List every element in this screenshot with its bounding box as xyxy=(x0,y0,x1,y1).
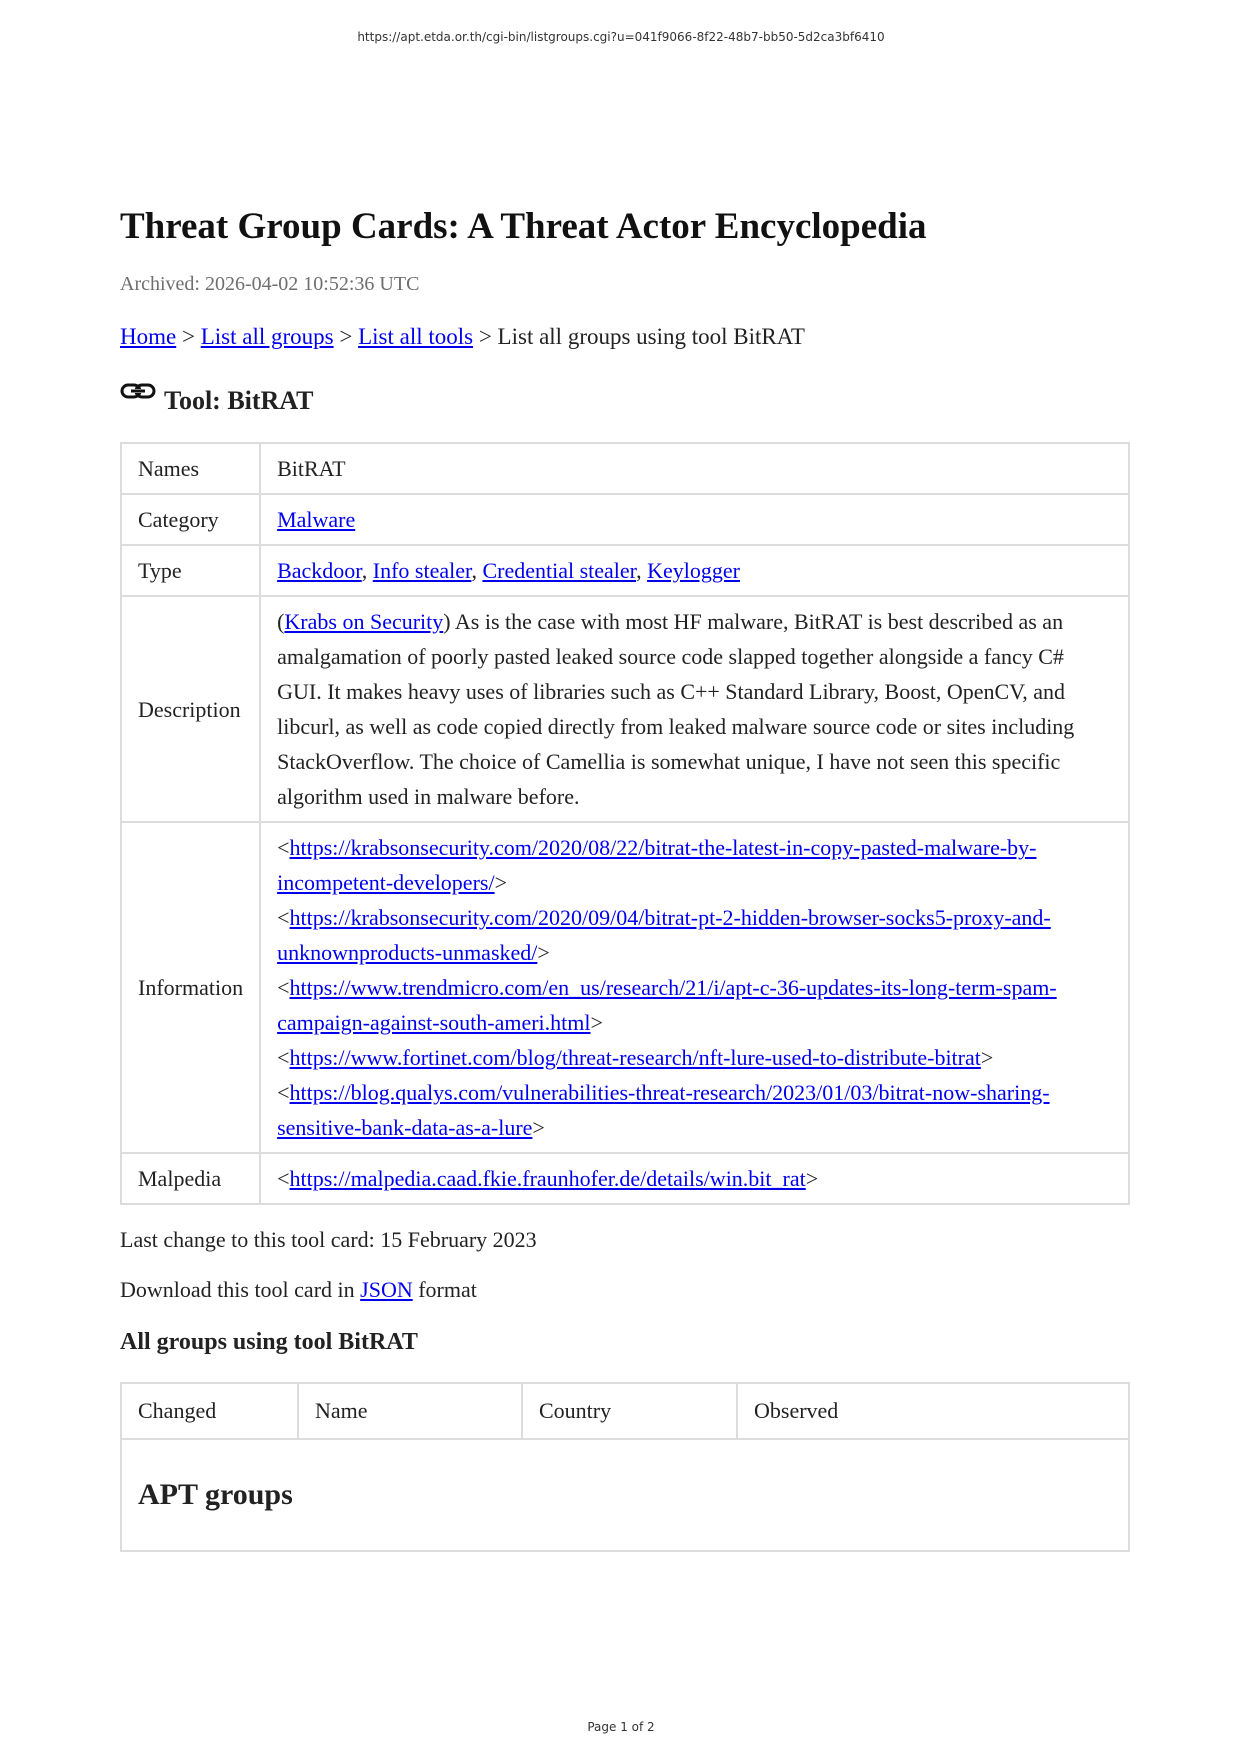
information-link-2[interactable]: https://krabsonsecurity.com/2020/09/04/bitrat-pt-2-hidden-browser-socks5-proxy-and-unknownproducts-unmasked/ xyxy=(277,905,1051,966)
table-row-information xyxy=(121,822,1129,1153)
angle-open: < xyxy=(277,1166,290,1192)
malpedia-link[interactable]: https://malpedia.caad.fkie.fraunhofer.de/details/win.bit_rat xyxy=(289,1166,806,1192)
angle-close: > xyxy=(532,1115,545,1141)
row-label-type: Type xyxy=(121,545,260,596)
angle-open: < xyxy=(277,1080,290,1106)
tool-heading xyxy=(120,386,1130,416)
apt-groups-section: APT groups xyxy=(121,1439,1129,1551)
information-item xyxy=(277,970,1112,1040)
row-value-malpedia xyxy=(260,1153,1129,1204)
table-row-category xyxy=(121,494,1129,545)
type-separator: , xyxy=(361,558,373,584)
row-label-information: Information xyxy=(121,822,260,1153)
row-label-description: Description xyxy=(121,596,260,822)
column-header-changed[interactable]: Changed xyxy=(121,1383,298,1439)
row-value-information xyxy=(260,822,1129,1153)
column-header-country[interactable]: Country xyxy=(522,1383,737,1439)
type-info-stealer-link[interactable]: Info stealer xyxy=(372,558,472,584)
groups-heading: All groups using tool BitRAT xyxy=(120,1329,418,1356)
page-title: Threat Group Cards: A Threat Actor Encyclopedia xyxy=(120,206,927,247)
last-change-text: Last change to this tool card: 15 February 2023 xyxy=(120,1227,537,1253)
information-item xyxy=(277,1040,1112,1075)
breadcrumb-list-groups-link[interactable]: List all groups xyxy=(200,324,334,350)
column-header-observed[interactable]: Observed xyxy=(737,1383,1129,1439)
description-open-paren: ( xyxy=(277,609,285,635)
breadcrumb-list-tools-link[interactable]: List all tools xyxy=(358,324,474,350)
link-chain-icon[interactable] xyxy=(120,380,156,404)
breadcrumb-separator: > xyxy=(176,324,201,350)
tool-heading-text: Tool: BitRAT xyxy=(164,386,314,416)
row-value-description xyxy=(260,596,1129,822)
type-separator: , xyxy=(471,558,483,584)
angle-open: < xyxy=(277,1045,290,1071)
type-separator: , xyxy=(636,558,648,584)
row-label-names: Names xyxy=(121,443,260,494)
breadcrumb-separator: > xyxy=(333,324,359,350)
information-item xyxy=(277,900,1112,970)
information-item xyxy=(277,1075,1112,1145)
download-json-link[interactable]: JSON xyxy=(360,1277,413,1303)
groups-table xyxy=(120,1382,1130,1552)
row-label-malpedia: Malpedia xyxy=(121,1153,260,1204)
angle-close: > xyxy=(537,940,550,966)
column-header-name[interactable]: Name xyxy=(298,1383,522,1439)
information-link-4[interactable]: https://www.fortinet.com/blog/threat-research/nft-lure-used-to-distribute-bitrat xyxy=(289,1045,981,1071)
archived-timestamp: Archived: 2026-04-02 10:52:36 UTC xyxy=(120,273,420,296)
type-keylogger-link[interactable]: Keylogger xyxy=(647,558,740,584)
angle-open: < xyxy=(277,905,290,931)
breadcrumb-current: > List all groups using tool BitRAT xyxy=(473,324,805,350)
row-value-type xyxy=(260,545,1129,596)
breadcrumb xyxy=(120,324,1130,350)
description-text: ) As is the case with most HF malware, BitRAT is best described as an amalgamation of poorly pasted leaked source code slapped together alongside a fancy C# GUI. It makes heavy uses of libraries such as C++ Standard Library, Boost, OpenCV, and libcurl, as well as code copied directly from leaked malware source code or sites including StackOverflow. The choice of Camellia is somewhat unique, I have not seen this specific algorithm used in malware before. xyxy=(277,609,1075,810)
information-item xyxy=(277,830,1112,900)
table-row-type xyxy=(121,545,1129,596)
groups-section-row xyxy=(121,1439,1129,1551)
download-suffix: format xyxy=(412,1277,477,1303)
angle-close: > xyxy=(980,1045,994,1071)
category-malware-link[interactable]: Malware xyxy=(277,507,356,533)
information-link-1[interactable]: https://krabsonsecurity.com/2020/08/22/bitrat-the-latest-in-copy-pasted-malware-by-incompetent-developers/ xyxy=(277,835,1037,896)
table-row-description xyxy=(121,596,1129,822)
information-link-5[interactable]: https://blog.qualys.com/vulnerabilities-threat-research/2023/01/03/bitrat-now-sharing-sensitive-bank-data-as-a-lure xyxy=(277,1080,1050,1141)
table-row-names xyxy=(121,443,1129,494)
information-link-3[interactable]: https://www.trendmicro.com/en_us/research/21/i/apt-c-36-updates-its-long-term-spam-campaign-against-south-ameri.html xyxy=(277,975,1057,1036)
print-header-url: https://apt.etda.or.th/cgi-bin/listgroups.cgi?u=041f9066-8f22-48b7-bb50-5d2ca3bf6410 xyxy=(357,30,885,44)
angle-close: > xyxy=(590,1010,603,1036)
table-row-malpedia xyxy=(121,1153,1129,1204)
angle-open: < xyxy=(277,835,290,861)
download-prefix: Download this tool card in xyxy=(120,1277,361,1303)
groups-header-row xyxy=(121,1383,1129,1439)
breadcrumb-home-link[interactable]: Home xyxy=(120,324,177,350)
tool-info-table xyxy=(120,442,1130,1205)
main-content xyxy=(120,205,1130,1552)
description-source-link[interactable]: Krabs on Security xyxy=(284,609,444,635)
type-backdoor-link[interactable]: Backdoor xyxy=(277,558,362,584)
row-label-category: Category xyxy=(121,494,260,545)
row-value-names: BitRAT xyxy=(260,443,1129,494)
angle-close: > xyxy=(494,870,507,896)
type-credential-stealer-link[interactable]: Credential stealer xyxy=(482,558,637,584)
angle-open: < xyxy=(277,975,290,1001)
row-value-category xyxy=(260,494,1129,545)
download-line xyxy=(120,1277,1130,1303)
angle-close: > xyxy=(805,1166,819,1192)
page-number: Page 1 of 2 xyxy=(587,1720,655,1734)
